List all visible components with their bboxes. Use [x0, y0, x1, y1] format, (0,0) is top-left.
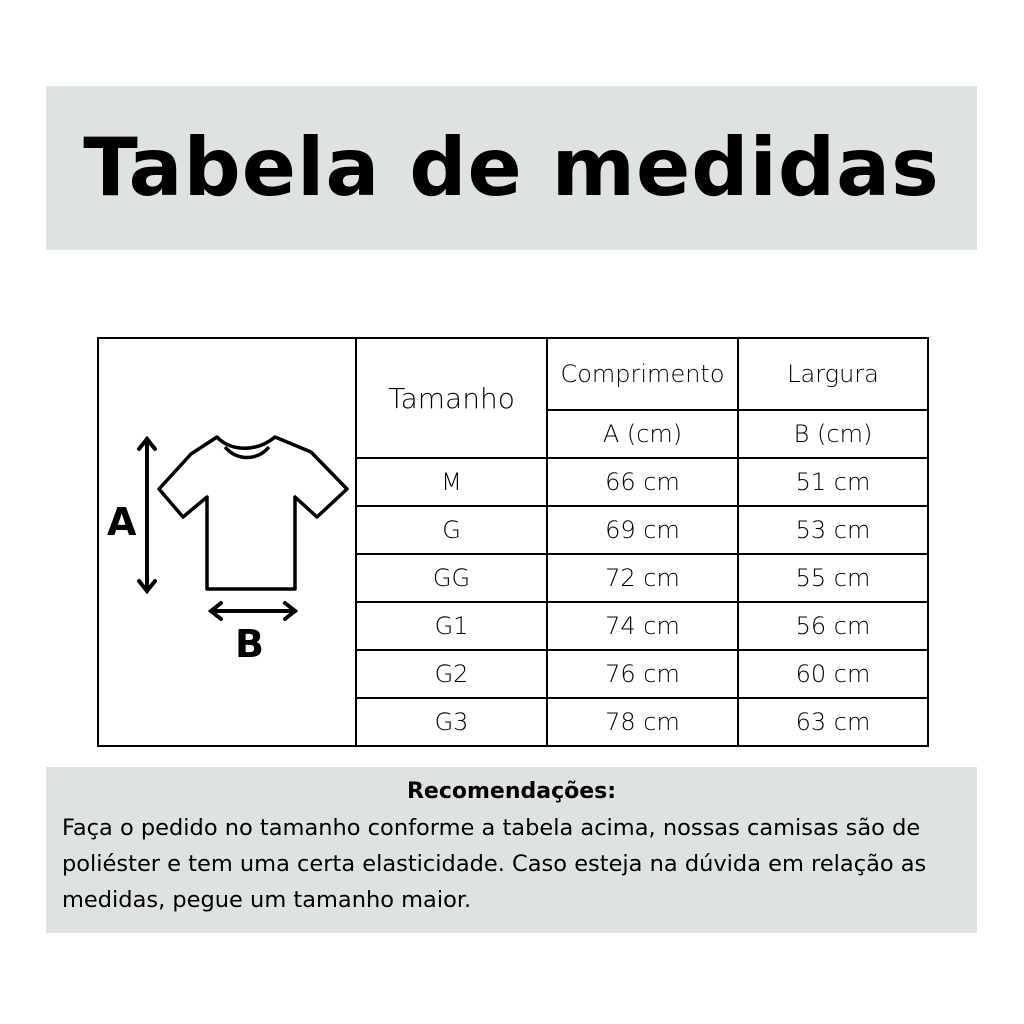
size-cell: GG: [356, 554, 547, 602]
header-width: Largura: [738, 338, 928, 410]
length-cell: 76 cm: [547, 650, 738, 698]
header-row: [98, 338, 928, 410]
unit-width: B (cm): [738, 410, 928, 458]
size-cell: G2: [356, 650, 547, 698]
width-cell: 56 cm: [738, 602, 928, 650]
height-arrow: [139, 439, 155, 591]
recommendations-text: Faça o pedido no tamanho conforme a tabela acima, nossas camisas são de poliéster e tem uma certa elasticidade. Caso esteja na dúvida em relação as medidas, pegue um tamanho maior.: [62, 815, 927, 913]
tshirt-diagram: [99, 339, 355, 745]
width-cell: 55 cm: [738, 554, 928, 602]
width-cell: 63 cm: [738, 698, 928, 746]
length-cell: 78 cm: [547, 698, 738, 746]
width-arrow: [211, 603, 295, 619]
header-length: Comprimento: [547, 338, 738, 410]
header-size: Tamanho: [356, 338, 547, 458]
page-title: Tabela de medidas: [83, 121, 940, 214]
title-banner: [46, 86, 977, 250]
label-b: B: [235, 622, 264, 666]
size-table: [97, 337, 929, 747]
label-a: A: [107, 500, 137, 544]
length-cell: 66 cm: [547, 458, 738, 506]
recommendations-title: Recomendações:: [406, 779, 617, 804]
unit-length: A (cm): [547, 410, 738, 458]
length-cell: 69 cm: [547, 506, 738, 554]
length-cell: 72 cm: [547, 554, 738, 602]
recommendations-box: [46, 767, 977, 933]
size-cell: G3: [356, 698, 547, 746]
size-cell: M: [356, 458, 547, 506]
illustration-cell: [98, 338, 356, 746]
size-cell: G: [356, 506, 547, 554]
width-cell: 53 cm: [738, 506, 928, 554]
width-cell: 60 cm: [738, 650, 928, 698]
length-cell: 74 cm: [547, 602, 738, 650]
width-cell: 51 cm: [738, 458, 928, 506]
size-cell: G1: [356, 602, 547, 650]
tshirt-icon: [159, 437, 347, 589]
